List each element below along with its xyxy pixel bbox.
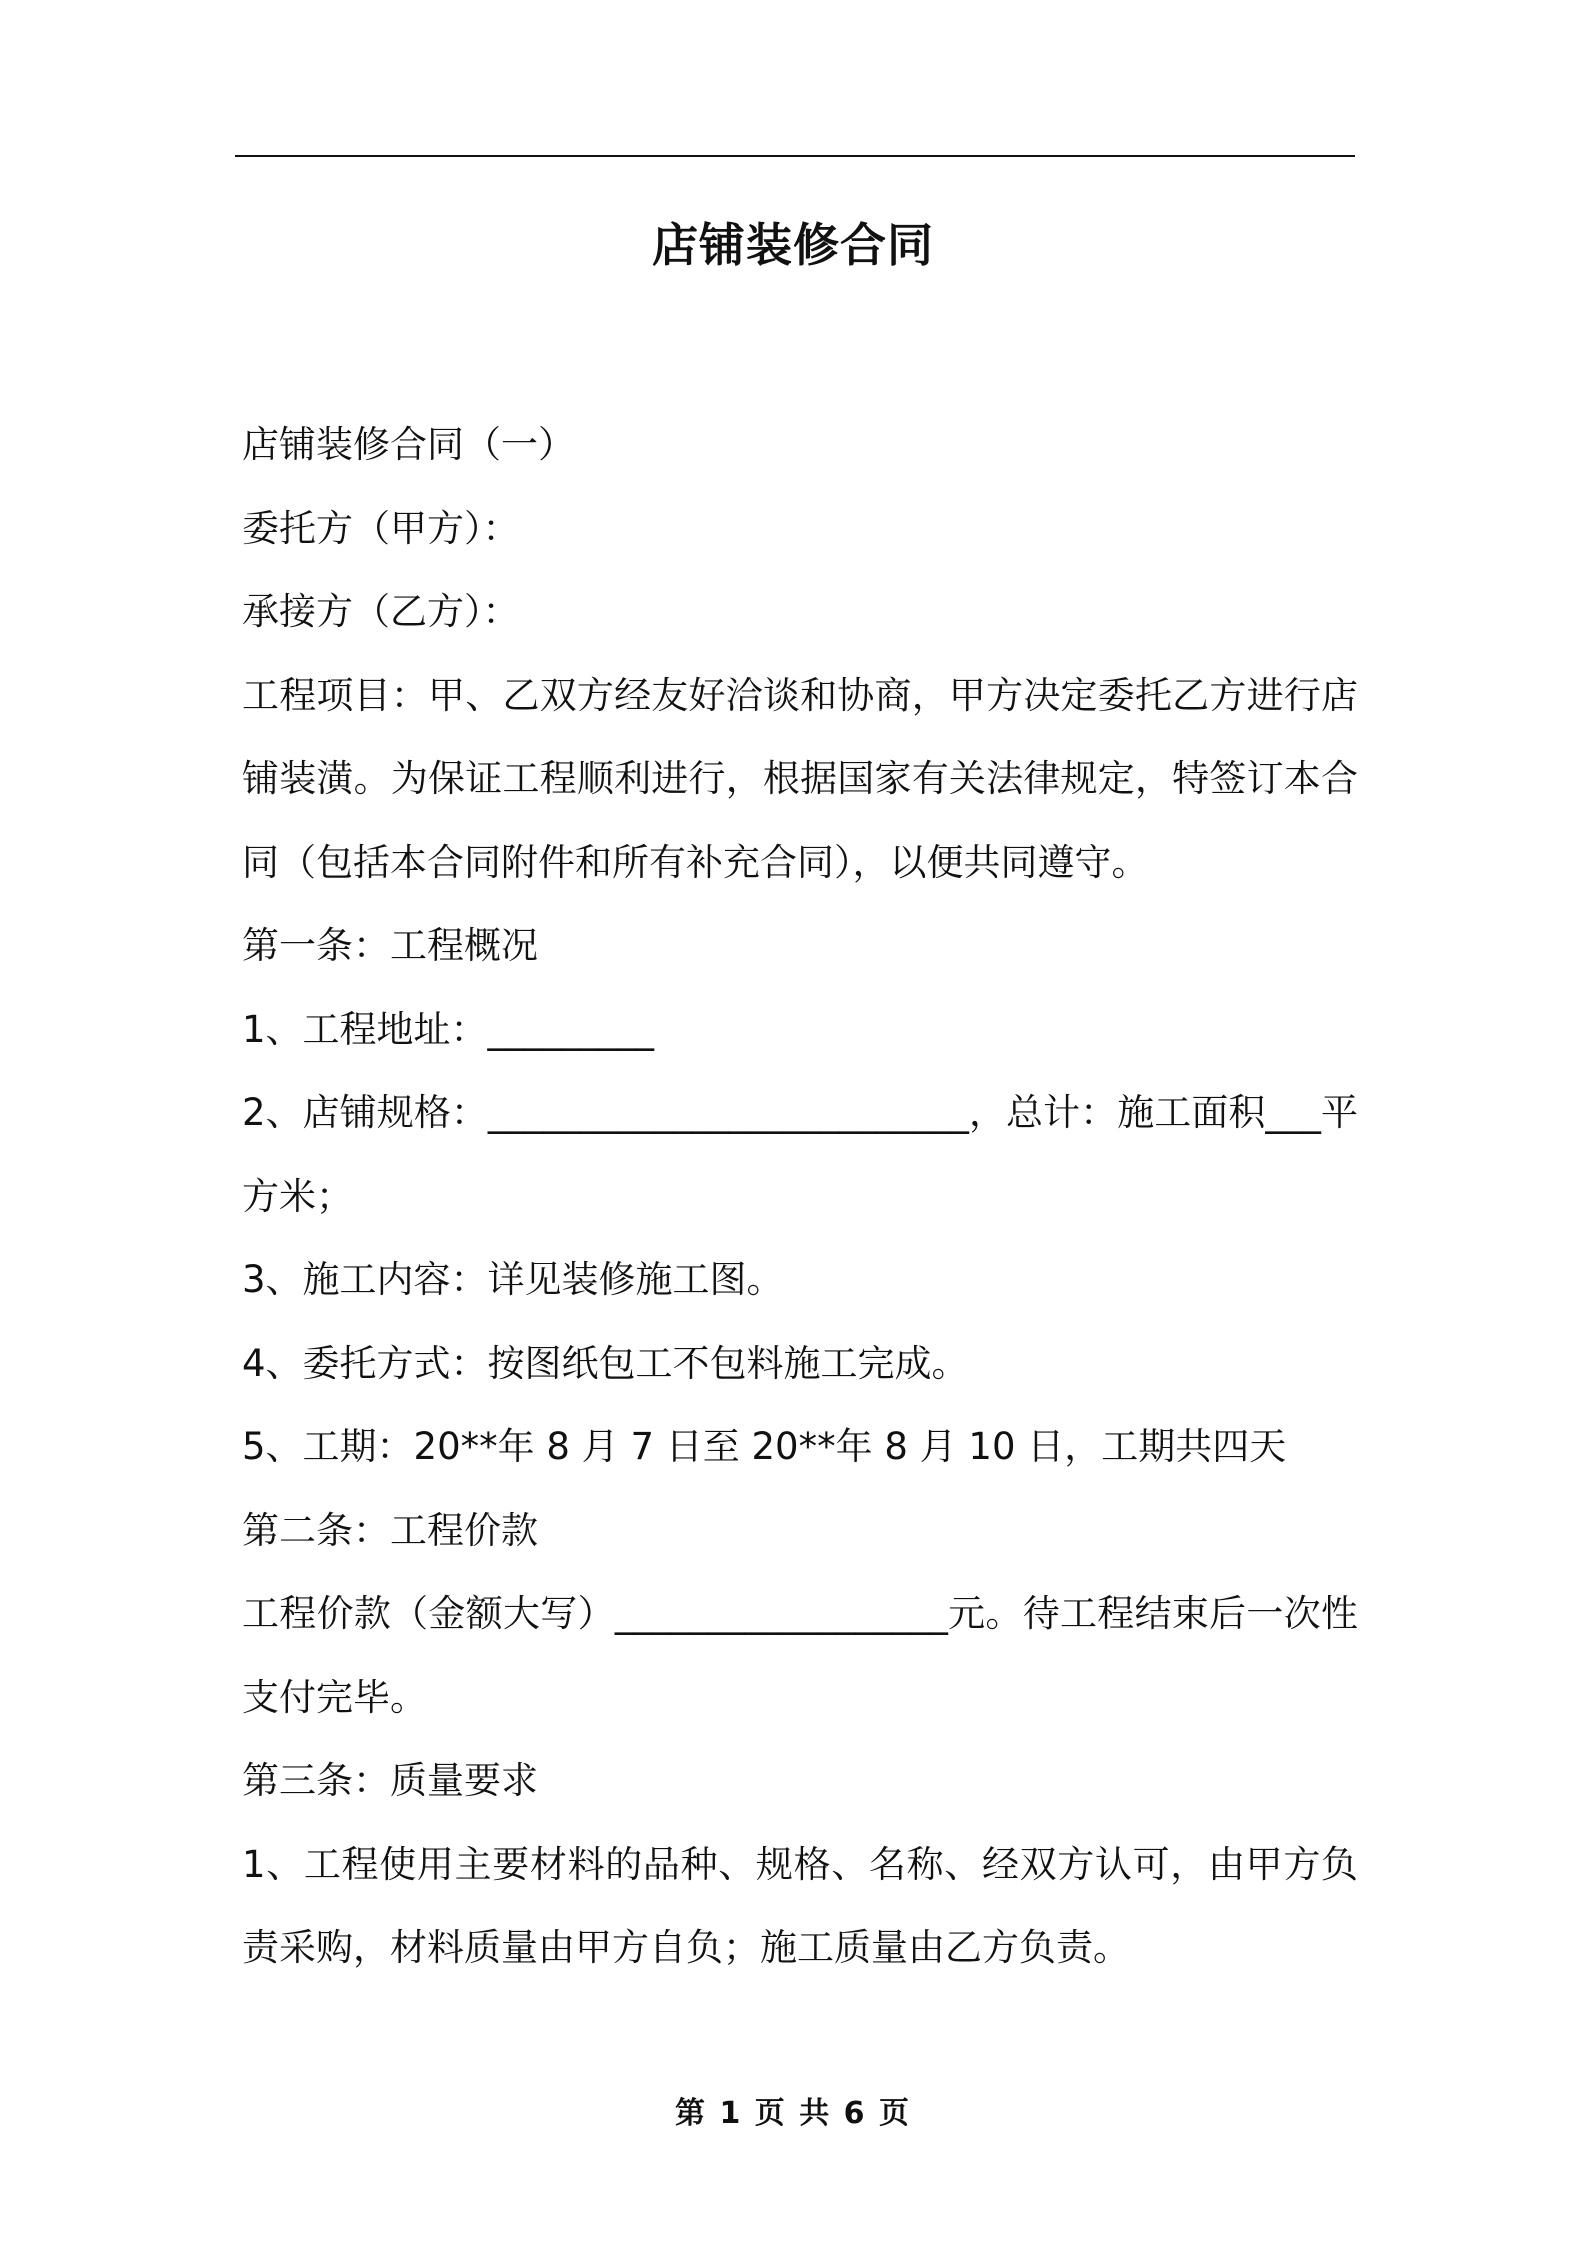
party-a-line: 委托方（甲方）： bbox=[242, 506, 520, 550]
party-b-line: 承接方（乙方）： bbox=[242, 590, 520, 633]
document-body bbox=[242, 403, 1358, 1990]
header-rule bbox=[235, 155, 1355, 157]
shop-spec-line: 2、店铺规格：__________________________，总计：施工面积___平方米； bbox=[242, 1091, 1358, 1218]
project-intro-paragraph: 工程项目：甲、乙双方经友好洽谈和协商，甲方决定委托乙方进行店铺装潢。为保证工程顺利进行，根据国家有关法律规定，特签订本合同（包括本合同附件和所有补充合同），以便共同遵守。 bbox=[242, 673, 1358, 884]
document-title: 店铺装修合同 bbox=[652, 218, 934, 272]
quality-requirement-paragraph: 1、工程使用主要材料的品种、规格、名称、经双方认可，由甲方负责采购，材料质量由甲方自负；施工质量由乙方负责。 bbox=[242, 1842, 1358, 1969]
commission-method-line: 4、委托方式：按图纸包工不包料施工完成。 bbox=[242, 1341, 969, 1385]
article-3-heading: 第三条：质量要求 bbox=[242, 1759, 538, 1802]
article-1-heading: 第一条：工程概况 bbox=[242, 924, 538, 967]
contract-subtitle: 店铺装修合同（一） bbox=[242, 423, 575, 466]
construction-content-line: 3、施工内容：详见装修施工图。 bbox=[242, 1258, 784, 1301]
article-2-heading: 第二条：工程价款 bbox=[242, 1508, 538, 1552]
project-address-line: 1、工程地址：_________ bbox=[242, 1007, 655, 1051]
page-number-footer: 第 1 页 共 6 页 bbox=[675, 2096, 911, 2131]
construction-period-line: 5、工期：20**年 8 月 7 日至 20**年 8 月 10 日，工期共四天 bbox=[242, 1425, 1287, 1468]
project-price-paragraph: 工程价款（金额大写）__________________元。待工程结束后一次性支付完毕。 bbox=[242, 1592, 1358, 1719]
